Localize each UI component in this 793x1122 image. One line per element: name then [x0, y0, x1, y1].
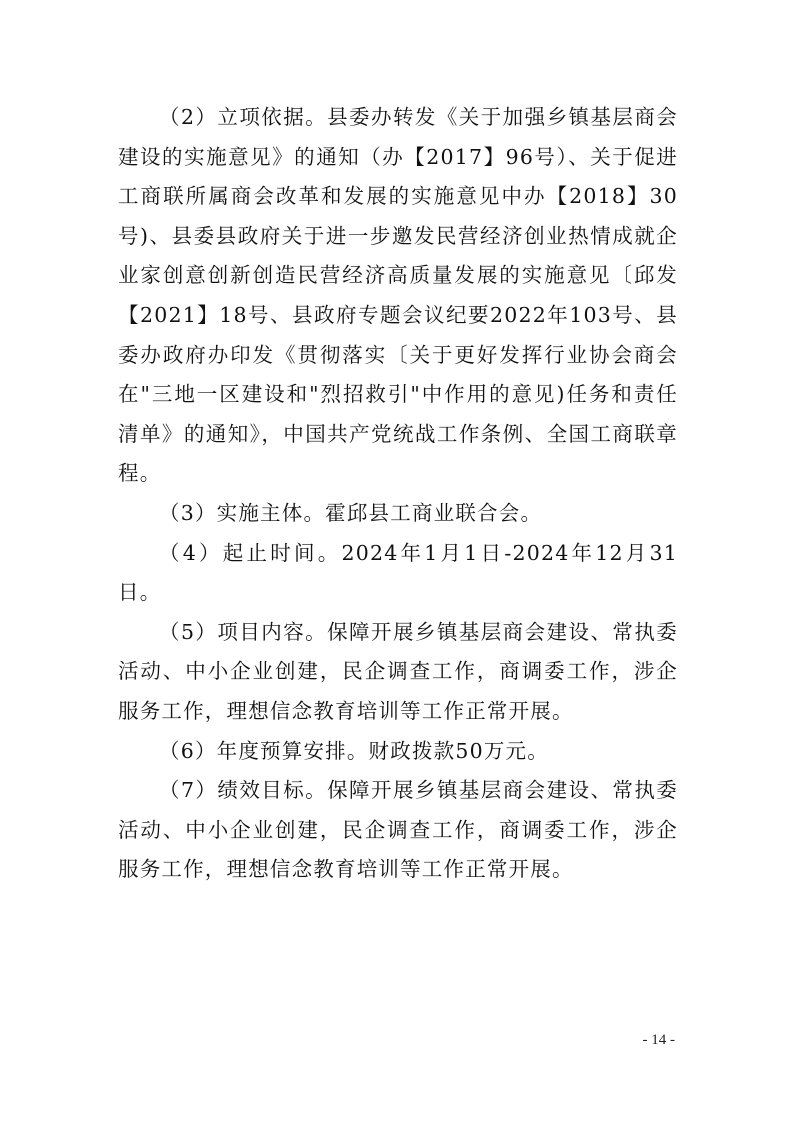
paragraph-project-basis: （2）立项依据。县委办转发《关于加强乡镇基层商会建设的实施意见》的通知（办【2017】96号）、关于促进工商联所属商会改革和发展的实施意见中办【2018】30号)、县委县政府关于进一步邀发民营经济创业热情成就企业家创意创新创造民营经济高质量发展的实施意见〔邱发【2021】18号、县政府专题会议纪要2022年103号、县委办政府办印发《贯彻落实〔关于更好发挥行业协会商会在"三地一区建设和"烈招救引"中作用的意见)任务和责任清单》的通知》，中国共产党统战工作条例、全国工商联章程。 — [118, 105, 678, 486]
paragraph-performance-goals: （7）绩效目标。保障开展乡镇基层商会建设、常执委活动、中小企业创建，民企调查工作，商调委工作，涉企服务工作，理想信念教育培训等工作正常开展。 — [118, 778, 678, 882]
paragraph-project-content: （5）项目内容。保障开展乡镇基层商会建设、常执委活动、中小企业创建，民企调查工作，商调委工作，涉企服务工作，理想信念教育培训等工作正常开展。 — [118, 619, 678, 723]
page-number: - 14 - — [642, 1032, 675, 1048]
paragraph-implementing-entity: （3）实施主体。霍邱县工商业联合会。 — [159, 500, 543, 525]
paragraph-time-period: （4）起止时间。2024年1月1日-2024年12月31日。 — [118, 540, 678, 605]
document-body — [118, 98, 678, 890]
paragraph-annual-budget: （6）年度预算安排。财政拨款50万元。 — [159, 738, 549, 763]
